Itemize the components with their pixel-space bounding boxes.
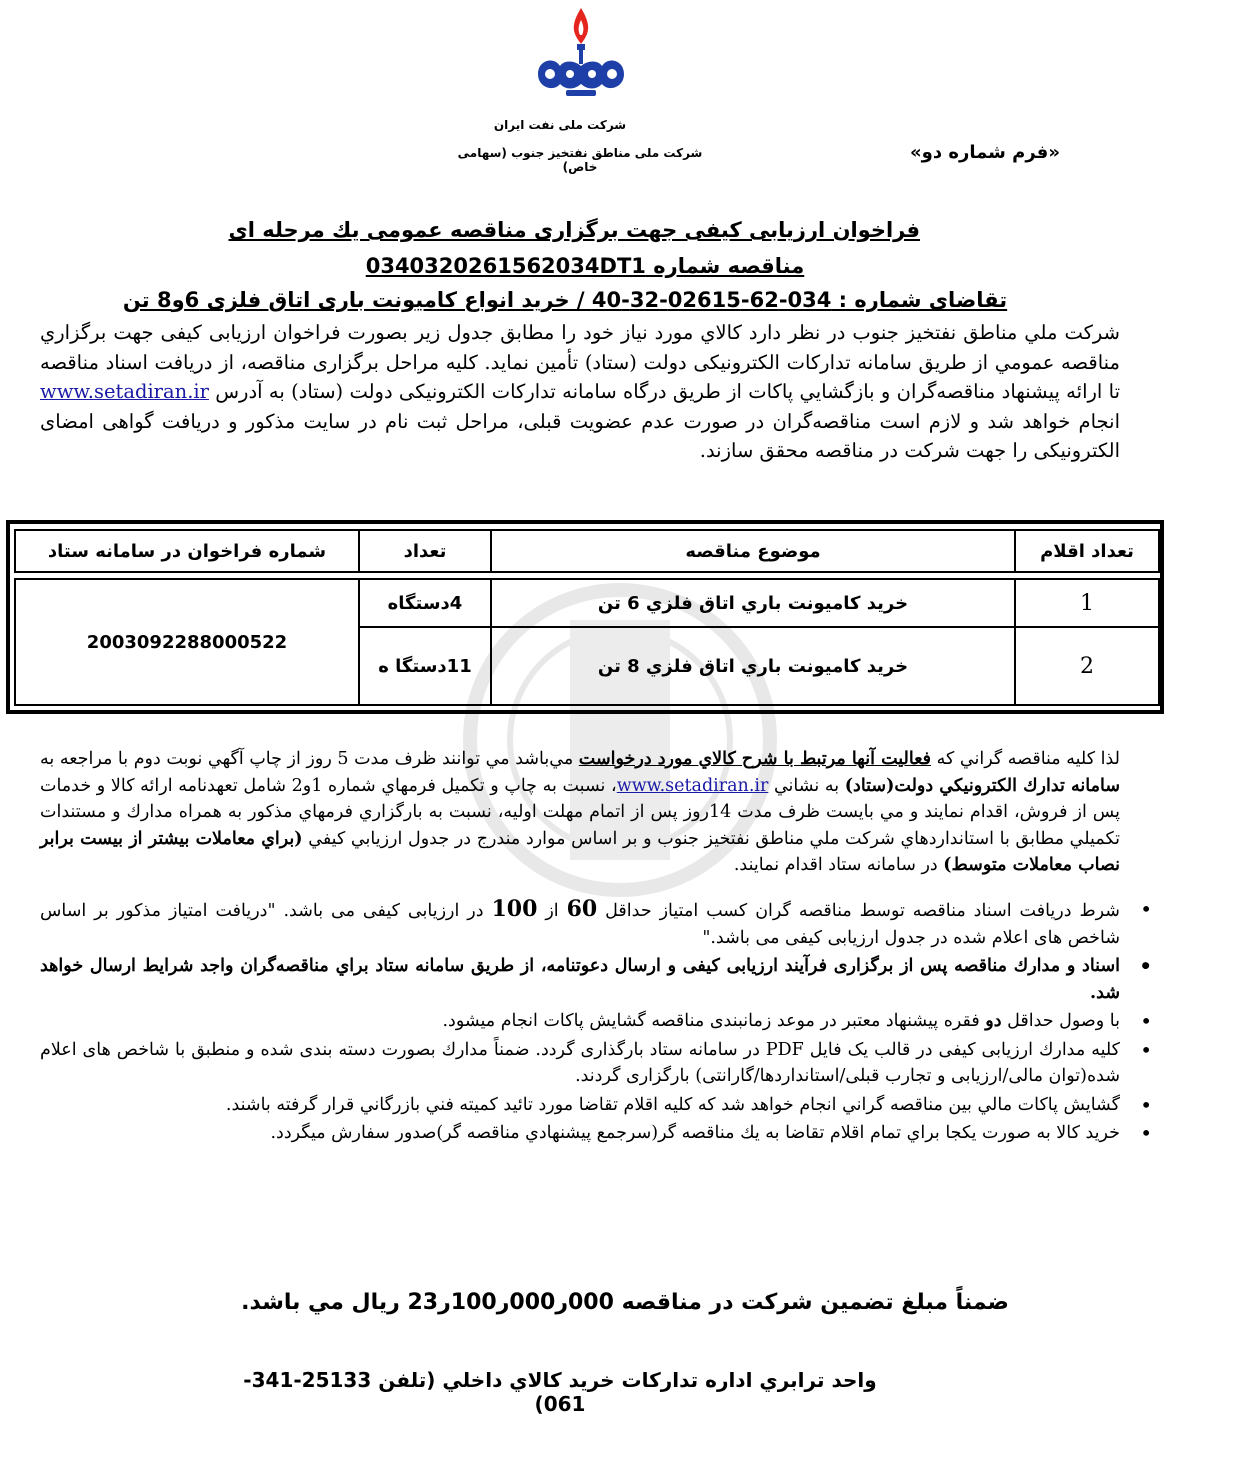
list-item: • گشايش پاكات مالي بين مناقصه گراني انجام خواهد شد كه كليه اقلام تقاضا مورد تائيد كميته فني بازرگاني قرار گرفته باشند. xyxy=(40,1092,1120,1119)
body-text-4: ، نسبت به چاپ و تكميل فرمهاي شماره 1و2 شامل تعهدنامه ارائه كالا و خدمات پس از فروش، اقدام نمايند و مي بايست ظرف مدت 14روز پس از اتمام مهلت اوليه، نسبت به بارگزاري فرمهاي مذكور به همراه مدارك و مستندات تكميلي مطابق با استانداردهاي شركت ملي مناطق نفتخيز جنوب و بر اساس موارد مندرج در جدول ارزيابي كيفي xyxy=(40,775,1120,849)
call-title: فراخوان ارزيابی كيفی جهت برگزاری مناقصه عمومی يك مرحله ای xyxy=(228,218,920,242)
bullet-text: فقره پيشنهاد معتبر در موعد زمانبندی مناقصه گشايش پاكات انجام ميشود. xyxy=(442,1011,986,1031)
header-call-number: شماره فراخوان در سامانه ستاد xyxy=(15,530,359,572)
bullet-bold: دو xyxy=(985,1011,1002,1031)
body-text-2: مي‌باشد مي توانند ظرف مدت 5 روز از چاپ آگهي نوبت دوم با مراجعه به xyxy=(40,749,579,769)
body-text-5: در سامانه ستاد اقدام نمايند. xyxy=(733,855,944,875)
row-number: 1 xyxy=(1015,579,1159,627)
nioc-logo xyxy=(528,4,634,104)
header-subject: موضوع مناقصه xyxy=(491,530,1015,572)
intro-paragraph xyxy=(40,318,1120,466)
intro-part1: شرکت ملي مناطق نفتخيز جنوب در نظر دارد كالاي مورد نياز خود را مطابق جدول زير بصورت فراخوان ارزيابی كيفی جهت برگزاري مناقصه عمومي از طريق سامانه تداركات الكترونيكی دولت (ستاد) تأمين نمايد. كليه مراحل برگزاری مناقصه، از دريافت اسناد مناقصه تا ارائه پيشنهاد مناقصه‌گران و بازگشايي پاكات از طريق درگاه سامانه تداركات الكترونيكی دولت (ستاد) به آدرس xyxy=(40,321,1120,403)
guarantee-amount: ضمناً مبلغ تضمين شركت در مناقصه 000ر000ر100ر23 ريال مي باشد. xyxy=(241,1290,1009,1315)
company-name: شركت ملی نفت ايران xyxy=(493,118,627,132)
list-item xyxy=(40,1008,1120,1035)
bullet-text: با وصول حداقل xyxy=(1001,1011,1120,1031)
row-quantity: 11دستگا ه xyxy=(359,627,491,705)
list-item xyxy=(40,896,1120,951)
row-subject: خريد كاميونت باري اتاق فلزي 8 تن xyxy=(491,627,1015,705)
row-number: 2 xyxy=(1015,627,1159,705)
body-bold-setad: سامانه تدارك الكترونيكي دولت(ستاد) xyxy=(844,775,1121,796)
table-row xyxy=(15,579,1159,627)
min-score: 60 xyxy=(566,896,598,922)
list-item: • كليه مدارك ارزيابی كيفی در قالب يک فايل PDF در سامانه ستاد بارگذاری گردد. ضمناً مدارك بصورت دسته بندی شده و منطبق با شاخص های اعلام شده(توان مالی/ارزيابی و تجارب قبلی/استانداردها/گارانتی) بارگزاری گردند. xyxy=(40,1037,1120,1090)
list-item: • خريد كالا به صورت يكجا براي تمام اقلام تقاضا به يك مناقصه گر(سرجمع پيشنهادي مناقصه گر)صدور سفارش ميگردد. xyxy=(40,1120,1120,1147)
row-quantity: 4دستگاه xyxy=(359,579,491,627)
contact-unit: واحد ترابري اداره تداركات خريد كالاي داخلي (تلفن 25133-341-061) xyxy=(243,1368,877,1416)
form-number: «فرم شماره دو» xyxy=(910,142,1060,163)
header-quantity: تعداد xyxy=(359,530,491,572)
bullet-text: شرط دريافت اسناد مناقصه توسط مناقصه گران كسب امتياز حداقل xyxy=(597,901,1120,921)
bullet-text: در ارزيابی كيفی می باشد. "دريافت امتياز مذكور بر اساس شاخص های اعلام شده در جدول ارزيابی كيفی می باشد." xyxy=(40,901,1120,948)
request-number: تقاضای شماره : 034-62-02615-32-40 / خريد انواع كاميونت باری اتاق فلزی 6و8 تن xyxy=(122,288,1008,312)
setad-link[interactable]: www.setadiran.ir xyxy=(616,775,769,796)
tender-table xyxy=(14,529,1160,706)
setad-link[interactable]: www.setadiran.ir xyxy=(40,380,209,403)
body-bold-threshold: (براي معاملات بيشتر از بيست برابر نصاب معاملات متوسط) xyxy=(40,828,1120,875)
intro-part2: انجام خواهد شد و لازم است مناقصه‌گران در صورت عدم عضويت قبلی، مراحل ثبت نام در سايت مذكور و دريافت گواهی امضای الكترونيكی را جهت شركت در مناقصه محقق سازند. xyxy=(40,409,1120,462)
call-number-cell: 2003092288000522 xyxy=(15,579,359,705)
bullet-text: از xyxy=(537,901,567,921)
header-items-count: تعداد اقلام xyxy=(1015,530,1159,572)
company-subname: شرکت ملی مناطق نفتخيز جنوب (سهامی خاص) xyxy=(457,146,703,174)
body-paragraph xyxy=(40,746,1120,879)
body-text-1: لذا كليه مناقصه گراني كه xyxy=(931,749,1121,769)
conditions-list xyxy=(40,896,1154,1149)
row-subject: خريد كاميونت باري اتاق فلزي 6 تن xyxy=(491,579,1015,627)
max-score: 100 xyxy=(491,896,538,922)
body-bold-activity: فعاليت آنها مرتبط با شرح كالاي مورد درخواست xyxy=(578,749,932,769)
header-separator xyxy=(15,572,1159,579)
table-header-row xyxy=(15,530,1159,572)
list-item: • اسناد و مدارك مناقصه پس از برگزاری فرآيند ارزيابی كيفی و ارسال دعوتنامه، از طريق سامانه ستاد براي مناقصه‌گران واجد شرايط ارسال خواهد شد. xyxy=(40,953,1120,1006)
tender-number: مناقصه شماره 034032026156203​4DT1 xyxy=(365,254,805,278)
body-text-3: به نشاني xyxy=(768,775,845,796)
